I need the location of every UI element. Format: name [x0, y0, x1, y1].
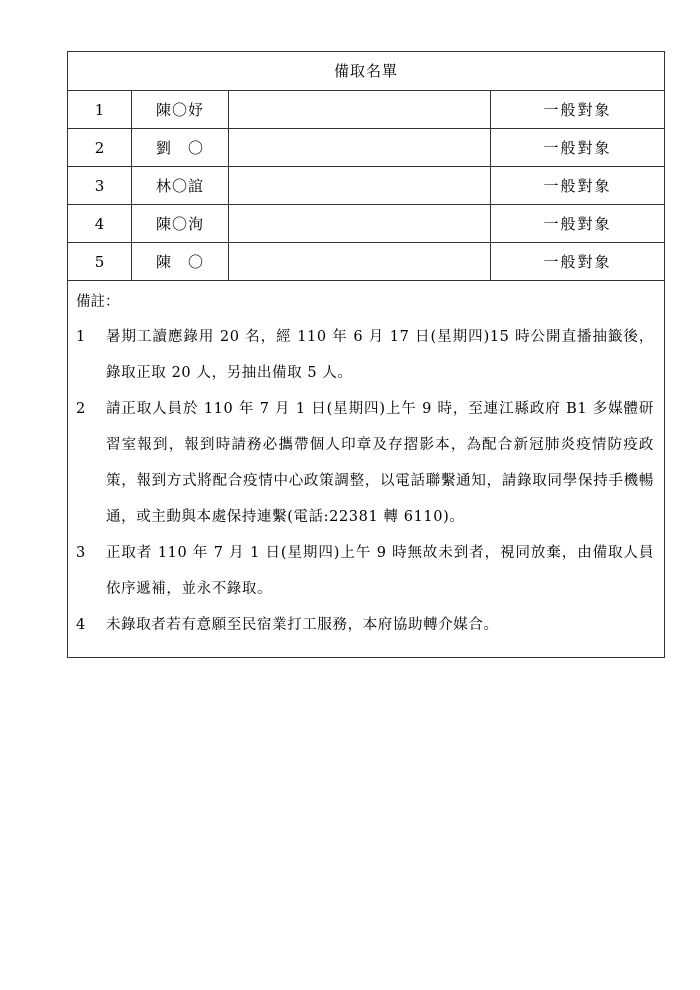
table-row — [68, 167, 664, 205]
row-name: 劉 〇 — [132, 129, 229, 166]
row-blank-cell — [229, 91, 491, 128]
row-name: 陳〇妤 — [132, 91, 229, 128]
table-row — [68, 91, 664, 129]
row-blank-cell — [229, 167, 491, 204]
row-blank-cell — [229, 205, 491, 242]
note-item — [76, 391, 654, 535]
note-number: 2 — [76, 401, 86, 417]
row-name: 陳〇洵 — [132, 205, 229, 242]
row-number: 5 — [68, 243, 132, 280]
row-number: 2 — [68, 129, 132, 166]
row-category: 一般對象 — [543, 215, 612, 233]
note-text: 正取者 110 年 7 月 1 日(星期四)上午 9 時無故未到者，視同放棄，由備取人員依序遞補，並永不錄取。 — [106, 545, 654, 597]
table-title: 備取名單 — [68, 52, 664, 91]
row-category: 一般對象 — [543, 101, 612, 119]
row-blank-cell — [229, 129, 491, 166]
waitlist-document — [67, 51, 665, 658]
row-blank-cell — [229, 243, 491, 280]
row-category: 一般對象 — [543, 253, 612, 271]
note-item — [76, 607, 654, 643]
row-number: 3 — [68, 167, 132, 204]
note-item — [76, 535, 654, 607]
row-number: 1 — [68, 91, 132, 128]
note-text: 未錄取者若有意願至民宿業打工服務，本府協助轉介媒合。 — [106, 617, 499, 633]
note-text: 暑期工讀應錄用 20 名，經 110 年 6 月 17 日(星期四)15 時公開直播抽籤後，錄取正取 20 人，另抽出備取 5 人。 — [106, 329, 654, 381]
note-number: 4 — [76, 617, 86, 633]
row-name: 陳 〇 — [132, 243, 229, 280]
table-row — [68, 129, 664, 167]
note-item — [76, 319, 654, 391]
row-name: 林〇誼 — [132, 167, 229, 204]
table-row — [68, 243, 664, 281]
note-number: 1 — [76, 329, 86, 345]
row-number: 4 — [68, 205, 132, 242]
row-category: 一般對象 — [543, 139, 612, 157]
note-number: 3 — [76, 545, 86, 561]
row-category: 一般對象 — [543, 177, 612, 195]
table-row — [68, 205, 664, 243]
notes-section — [68, 281, 664, 657]
notes-title: 備註： — [76, 294, 120, 310]
note-text: 請正取人員於 110 年 7 月 1 日(星期四)上午 9 時，至連江縣政府 B1 多媒體研習室報到，報到時請務必攜帶個人印章及存摺影本，為配合新冠肺炎疫情防疫政策，報到方式將配合疫情中心政策調整，以電話聯繫通知，請錄取同學保持手機暢通，或主動與本處保持連繫(電話:22381 轉 6110)。 — [106, 401, 654, 525]
